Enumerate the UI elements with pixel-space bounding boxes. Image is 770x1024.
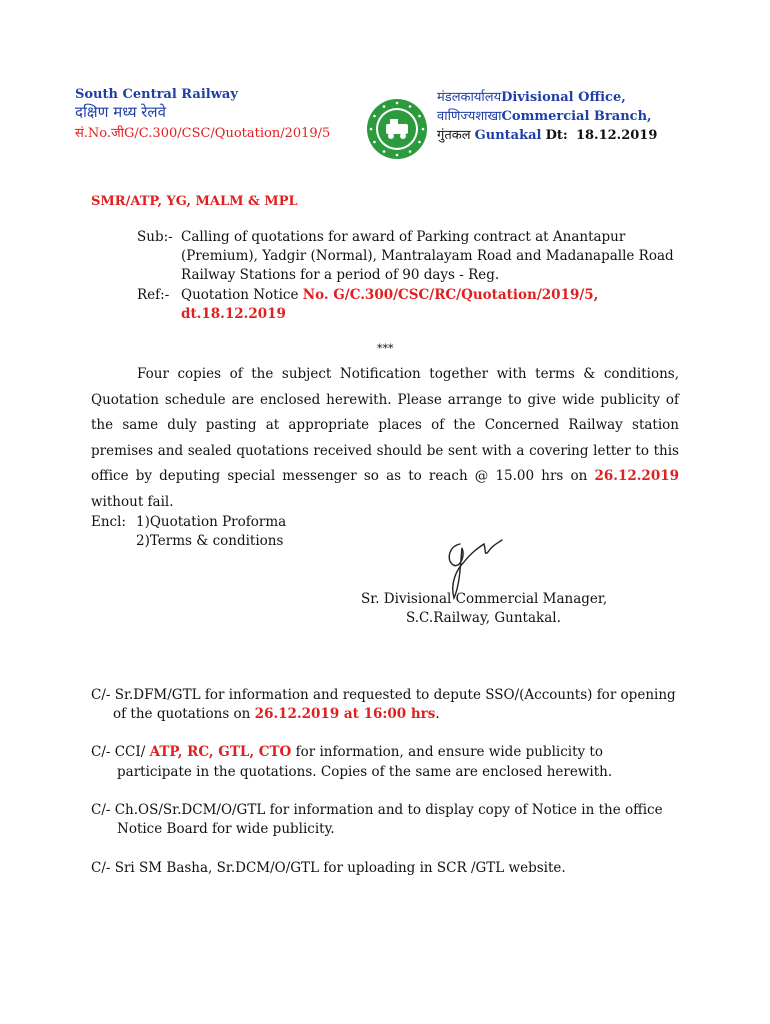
reach-date: 26.12.2019 (594, 468, 679, 484)
copy-to-line: C/- Sri SM Basha, Sr.DCM/O/GTL for uploading in SCR /GTL website. (91, 860, 566, 876)
body-paragraph: Four copies of the subject Notification together with terms & conditions, Quotation schedule are enclosed herewith. Please arrange to give wide publicity of the same duly pasting at appropriate places of the Concerned Railway station premises and sealed quotations received should be sent with a covering letter to this office by deputing special messenger so as to reach @ 15.00 hrs on 26.12.2019 without fail. (91, 366, 679, 510)
enclosure-item: 2)Terms & conditions (136, 533, 284, 549)
subject-line: Railway Stations for a period of 90 days - Reg. (181, 267, 500, 283)
enclosures-label: Encl: (91, 514, 126, 530)
copy-to-line: of the quotations on 26.12.2019 at 16:00 hrs. (113, 706, 440, 722)
copy-to-line: C/- Ch.OS/Sr.DCM/O/GTL for information and to display copy of Notice in the office (91, 802, 663, 818)
reference-text: Quotation Notice No. G/C.300/CSC/RC/Quotation/2019/5, (181, 287, 599, 303)
enclosure-item: 1)Quotation Proforma (136, 514, 287, 530)
copy-to-line: participate in the quotations. Copies of the same are enclosed herewith. (117, 764, 613, 780)
separator: *** (377, 342, 394, 355)
copy-to-line: Notice Board for wide publicity. (117, 821, 335, 837)
railway-name-hindi: दक्षिण मध्य रेलवे (75, 103, 166, 121)
subject-line: (Premium), Yadgir (Normal), Mantralayam Road and Madanapalle Road (181, 248, 674, 264)
signatory-title: Sr. Divisional Commercial Manager, (361, 591, 608, 607)
place-and-date: गुंतकल Guntakal Dt: 18.12.2019 (437, 128, 658, 143)
indian-railways-logo (366, 98, 428, 160)
copy-to-line: C/- CCI/ ATP, RC, GTL, CTO for information, and ensure wide publicity to (91, 744, 603, 760)
signatory-office: S.C.Railway, Guntakal. (406, 610, 561, 626)
reference-label: Ref:- (137, 287, 170, 303)
reference-date: dt.18.12.2019 (181, 306, 286, 322)
subject-label: Sub:- (137, 229, 173, 245)
divisional-office: मंडलकार्यालयDivisional Office, (437, 90, 626, 105)
commercial-branch: वाणिज्यशाखाCommercial Branch, (437, 109, 652, 124)
copy-to-line: C/- Sr.DFM/GTL for information and requested to depute SSO/(Accounts) for opening (91, 687, 676, 703)
railway-name: South Central Railway (75, 87, 238, 102)
addressee: SMR/ATP, YG, MALM & MPL (91, 194, 298, 209)
subject-line: Calling of quotations for award of Parking contract at Anantapur (181, 229, 626, 245)
letter-reference-number: सं.No.जीG/C.300/CSC/Quotation/2019/5 (75, 126, 331, 141)
